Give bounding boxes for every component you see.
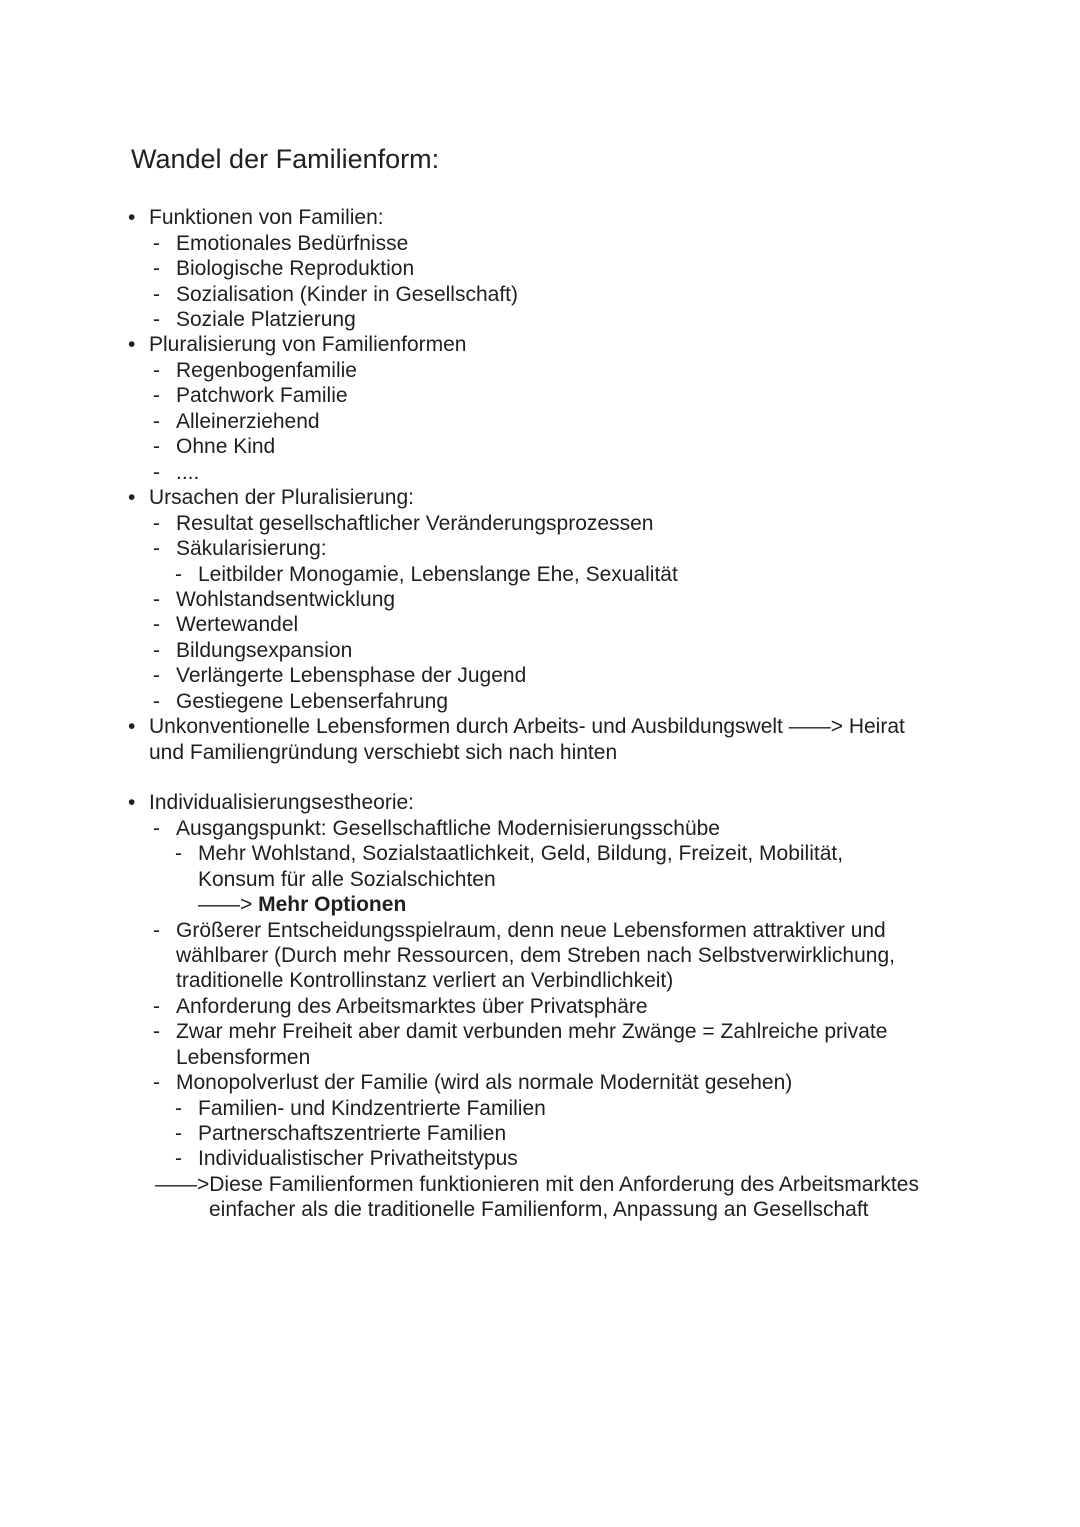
list-item: Monopolverlust der Familie (wird als normale Modernität gesehen)	[176, 1071, 793, 1094]
list-item: Patchwork Familie	[176, 384, 348, 407]
dash: -	[153, 384, 160, 407]
dash: -	[153, 512, 160, 535]
dash: -	[175, 1097, 182, 1120]
dash: -	[153, 919, 160, 942]
dash: -	[153, 588, 160, 611]
dash: -	[153, 1020, 160, 1043]
bullet: •	[128, 715, 136, 738]
list-item: Verlängerte Lebensphase der Jugend	[176, 664, 527, 687]
list-item: Resultat gesellschaftlicher Veränderungsprozessen	[176, 512, 654, 535]
dash: -	[153, 639, 160, 662]
dash: -	[153, 257, 160, 280]
list-item: wählbarer (Durch mehr Ressourcen, dem Streben nach Selbstverwirklichung,	[176, 944, 895, 967]
list-item: Leitbilder Monogamie, Lebenslange Ehe, Sexualität	[198, 563, 678, 586]
dash: -	[175, 563, 182, 586]
list-item	[198, 892, 406, 917]
bullet: •	[128, 486, 136, 509]
list-item: Zwar mehr Freiheit aber damit verbunden mehr Zwänge = Zahlreiche private	[176, 1020, 888, 1043]
dash: -	[153, 1071, 160, 1094]
bullet: •	[128, 206, 136, 229]
dash: -	[153, 283, 160, 306]
list-item: Familien- und Kindzentrierte Familien	[198, 1097, 546, 1120]
list-item: ——>Diese Familienformen funktionieren mit den Anforderung des Arbeitsmarktes	[155, 1173, 919, 1196]
list-item: Pluralisierung von Familienformen	[149, 333, 467, 356]
dash: -	[153, 359, 160, 382]
list-item: ....	[176, 461, 200, 484]
list-item: Wohlstandsentwicklung	[176, 588, 396, 611]
bullet: •	[128, 333, 136, 356]
list-item: Größerer Entscheidungsspielraum, denn neue Lebensformen attraktiver und	[176, 919, 886, 942]
list-item: Sozialisation (Kinder in Gesellschaft)	[176, 283, 518, 306]
dash: -	[153, 995, 160, 1018]
list-item: einfacher als die traditionelle Familienform, Anpassung an Gesellschaft	[209, 1198, 869, 1221]
list-item: Emotionales Bedürfnisse	[176, 232, 409, 255]
list-item: Ausgangspunkt: Gesellschaftliche Modernisierungsschübe	[176, 817, 720, 840]
dash: -	[153, 435, 160, 458]
list-item: Unkonventionelle Lebensformen durch Arbeits- und Ausbildungswelt ——> Heirat	[149, 715, 905, 738]
list-item: Funktionen von Familien:	[149, 206, 384, 229]
dash: -	[175, 1147, 182, 1170]
dash: -	[153, 410, 160, 433]
dash: -	[153, 690, 160, 713]
list-item: Regenbogenfamilie	[176, 359, 357, 382]
list-item: Soziale Platzierung	[176, 308, 356, 331]
list-item: Individualisierungsestheorie:	[149, 791, 414, 814]
dash: -	[153, 613, 160, 636]
dash: -	[153, 461, 160, 484]
list-item: traditionelle Kontrollinstanz verliert an Verbindlichkeit)	[176, 969, 674, 992]
list-item: Ursachen der Pluralisierung:	[149, 486, 414, 509]
list-item: Säkularisierung:	[176, 537, 327, 560]
list-item: Konsum für alle Sozialschichten	[198, 868, 496, 891]
list-item: Ohne Kind	[176, 435, 276, 458]
arrow-text: ——>	[198, 893, 259, 916]
list-item: Partnerschaftszentrierte Familien	[198, 1122, 507, 1145]
list-item: und Familiengründung verschiebt sich nach hinten	[149, 741, 618, 764]
list-item: Mehr Wohlstand, Sozialstaatlichkeit, Geld, Bildung, Freizeit, Mobilität,	[198, 842, 844, 865]
list-item: Alleinerziehend	[176, 410, 320, 433]
list-item: Anforderung des Arbeitsmarktes über Privatsphäre	[176, 995, 648, 1018]
list-item: Biologische Reproduktion	[176, 257, 415, 280]
list-item: Wertewandel	[176, 613, 299, 636]
emphasis-text: Mehr Optionen	[258, 893, 407, 916]
list-item: Gestiegene Lebenserfahrung	[176, 690, 449, 713]
dash: -	[153, 817, 160, 840]
bullet: •	[128, 791, 136, 814]
dash: -	[153, 232, 160, 255]
list-item: Individualistischer Privatheitstypus	[198, 1147, 518, 1170]
dash: -	[153, 308, 160, 331]
dash: -	[175, 1122, 182, 1145]
list-item: Lebensformen	[176, 1046, 311, 1069]
dash: -	[153, 664, 160, 687]
page-title: Wandel der Familienform:	[131, 144, 440, 174]
list-item: Bildungsexpansion	[176, 639, 353, 662]
dash: -	[175, 842, 182, 865]
dash: -	[153, 537, 160, 560]
